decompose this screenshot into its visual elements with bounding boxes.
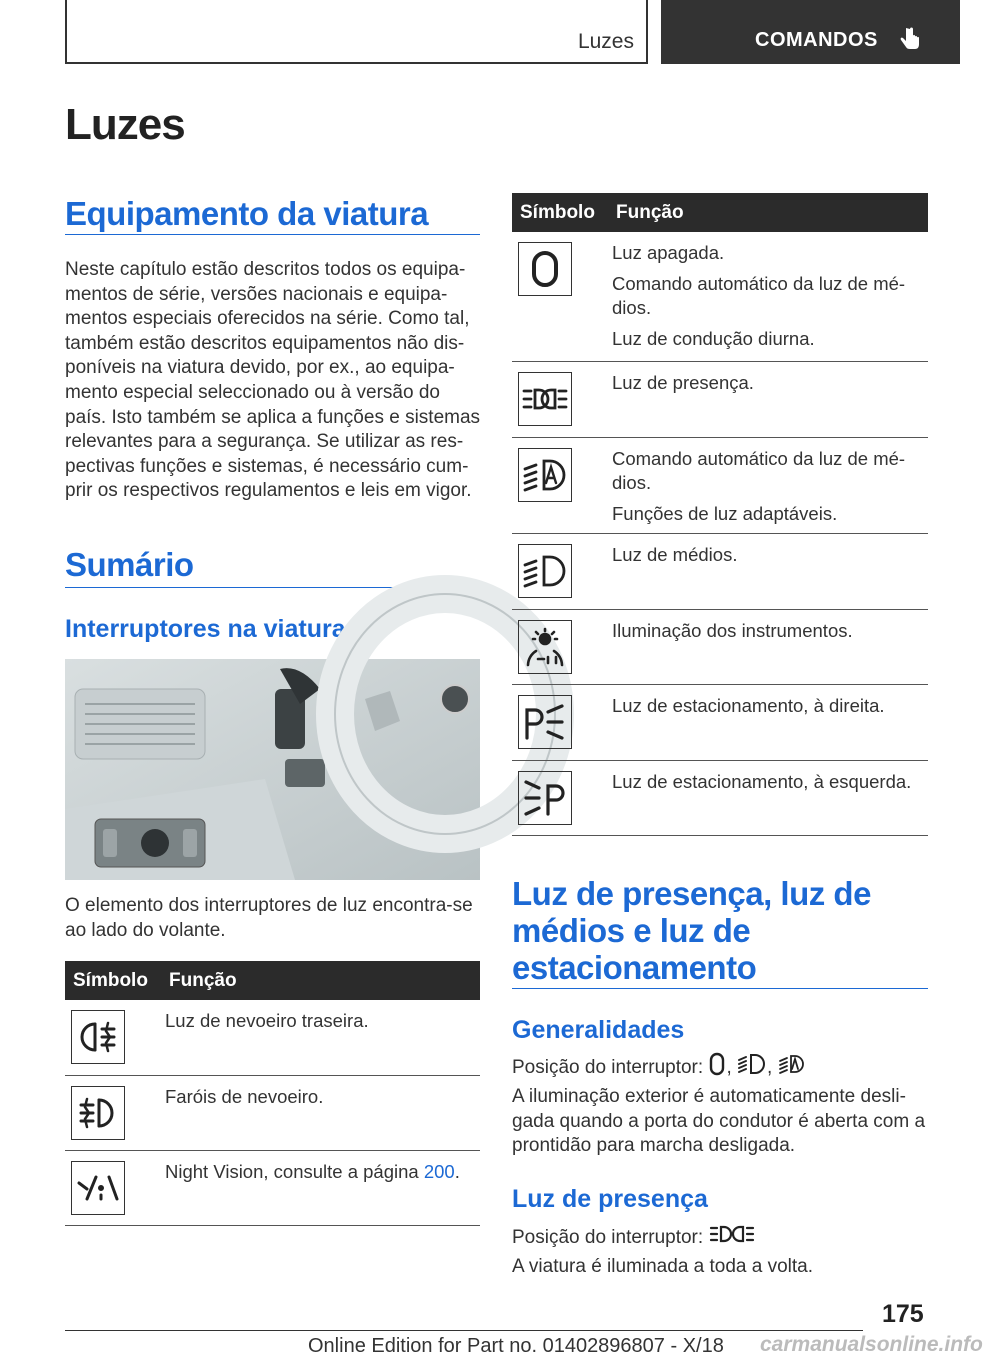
table-row: Iluminação dos instrumentos. bbox=[512, 609, 928, 684]
auto-low-beam-icon bbox=[778, 1052, 806, 1084]
line-a: Comando automático da luz de mé- dios. bbox=[612, 273, 906, 318]
footer-edition: Online Edition for Part no. 01402896807 - X/18 bbox=[308, 1335, 724, 1357]
table-row: Comando automático da luz de mé- dios. Funções de luz adaptáveis. bbox=[512, 437, 928, 533]
multiline-cell bbox=[612, 272, 924, 320]
page-link[interactable]: 200 bbox=[423, 1160, 455, 1182]
table-row: Luz de estacionamento, à direita. bbox=[512, 684, 928, 760]
page-number: 175 bbox=[882, 1300, 924, 1328]
switch-panel-photo bbox=[65, 659, 480, 880]
header-section-label: Luzes bbox=[577, 30, 634, 53]
col-function: Função bbox=[161, 961, 480, 1000]
table-row: Luz de presença. bbox=[512, 361, 928, 437]
photo-caption: O elemento dos interruptores de luz encontra-se ao lado do volante. bbox=[65, 895, 473, 941]
auto-low-beam-icon bbox=[518, 448, 572, 502]
table-row: Night Vision, consulte a página 200. bbox=[65, 1150, 480, 1225]
footer-rule bbox=[65, 1330, 863, 1331]
heading-sumario: Sumário bbox=[65, 546, 194, 583]
col-symbol: Símbolo bbox=[512, 193, 608, 232]
front-fog-light-icon bbox=[71, 1086, 125, 1140]
parking-lights-icon bbox=[708, 1222, 756, 1254]
page-title: Luzes bbox=[65, 100, 185, 149]
heading-interruptores: Interruptores na viatura bbox=[65, 615, 346, 643]
multiline-cell bbox=[612, 447, 924, 495]
heading-generalidades: Generalidades bbox=[512, 1016, 685, 1044]
heading-equipamento: Equipamento da viatura bbox=[65, 195, 429, 232]
parking-light-right-icon bbox=[518, 695, 572, 749]
table-row: Luz apagada. Comando automático da luz de mé- dios. Luz de condução diurna. bbox=[512, 232, 928, 361]
header-chapter-label: COMANDOS bbox=[755, 29, 878, 51]
table-row: Faróis de nevoeiro. bbox=[65, 1075, 480, 1150]
heading-luz-de-presenca: Luz de presença bbox=[512, 1185, 708, 1213]
header-chapter-tab[interactable] bbox=[661, 0, 960, 64]
switch-position-line: Posição do interruptor: , , bbox=[512, 1052, 932, 1084]
watermark: carmanualsonline.info bbox=[760, 1333, 983, 1356]
heading-rule bbox=[65, 234, 480, 235]
presenca-switch-line: Posição do interruptor: bbox=[512, 1222, 932, 1254]
col-function: Função bbox=[608, 193, 928, 232]
table-row: Luz de nevoeiro traseira. bbox=[65, 1000, 480, 1075]
header-section-box bbox=[65, 0, 648, 64]
low-beam-icon bbox=[737, 1052, 767, 1084]
heading-rule bbox=[512, 988, 928, 989]
parking-lights-icon bbox=[518, 372, 572, 426]
lights-off-icon bbox=[708, 1052, 726, 1084]
hand-pointer-icon bbox=[899, 26, 921, 57]
heading-luz-de-presenca-medios: Luz de presença, luz de médios e luz de estacionamento bbox=[512, 875, 871, 986]
rear-fog-light-icon bbox=[71, 1010, 125, 1064]
presenca-paragraph: A viatura é iluminada a toda a volta. bbox=[512, 1256, 814, 1277]
equipment-paragraph: Neste capítulo estão descritos todos os equipa- mentos de série, versões nacionais e equipa- mentos especiais oferecidos na série. Como tal, também estão descritos equipamentos não dis- poníveis na viatura devido, por ex., ao equipa- mento especial seleccionado ou à versão do país. Isto também se aplica a funções e sistemas relevantes para a segurança. Se utilizar as res- pectivas funções e sistemas, é necessário cum- prir os respectivos regulamentos e leis em vigor. bbox=[65, 259, 481, 502]
instrument-lighting-icon bbox=[518, 620, 572, 674]
night-vision-icon bbox=[71, 1161, 125, 1215]
symbol-table-right bbox=[512, 193, 928, 836]
symbol-table-left bbox=[65, 961, 480, 1226]
generalidades-paragraph: A iluminação exterior é automaticamente desli- gada quando a porta do condutor é aberta com a prontidão para marcha desligada. bbox=[512, 1086, 926, 1157]
lights-off-icon bbox=[518, 242, 572, 296]
line-b: Comando automático da luz de mé- dios. bbox=[612, 447, 906, 493]
parking-light-left-icon bbox=[518, 771, 572, 825]
table-row: Luz de estacionamento, à esquerda. bbox=[512, 760, 928, 835]
low-beam-icon bbox=[518, 544, 572, 598]
col-symbol: Símbolo bbox=[65, 961, 161, 1000]
table-row: Luz de médios. bbox=[512, 533, 928, 609]
